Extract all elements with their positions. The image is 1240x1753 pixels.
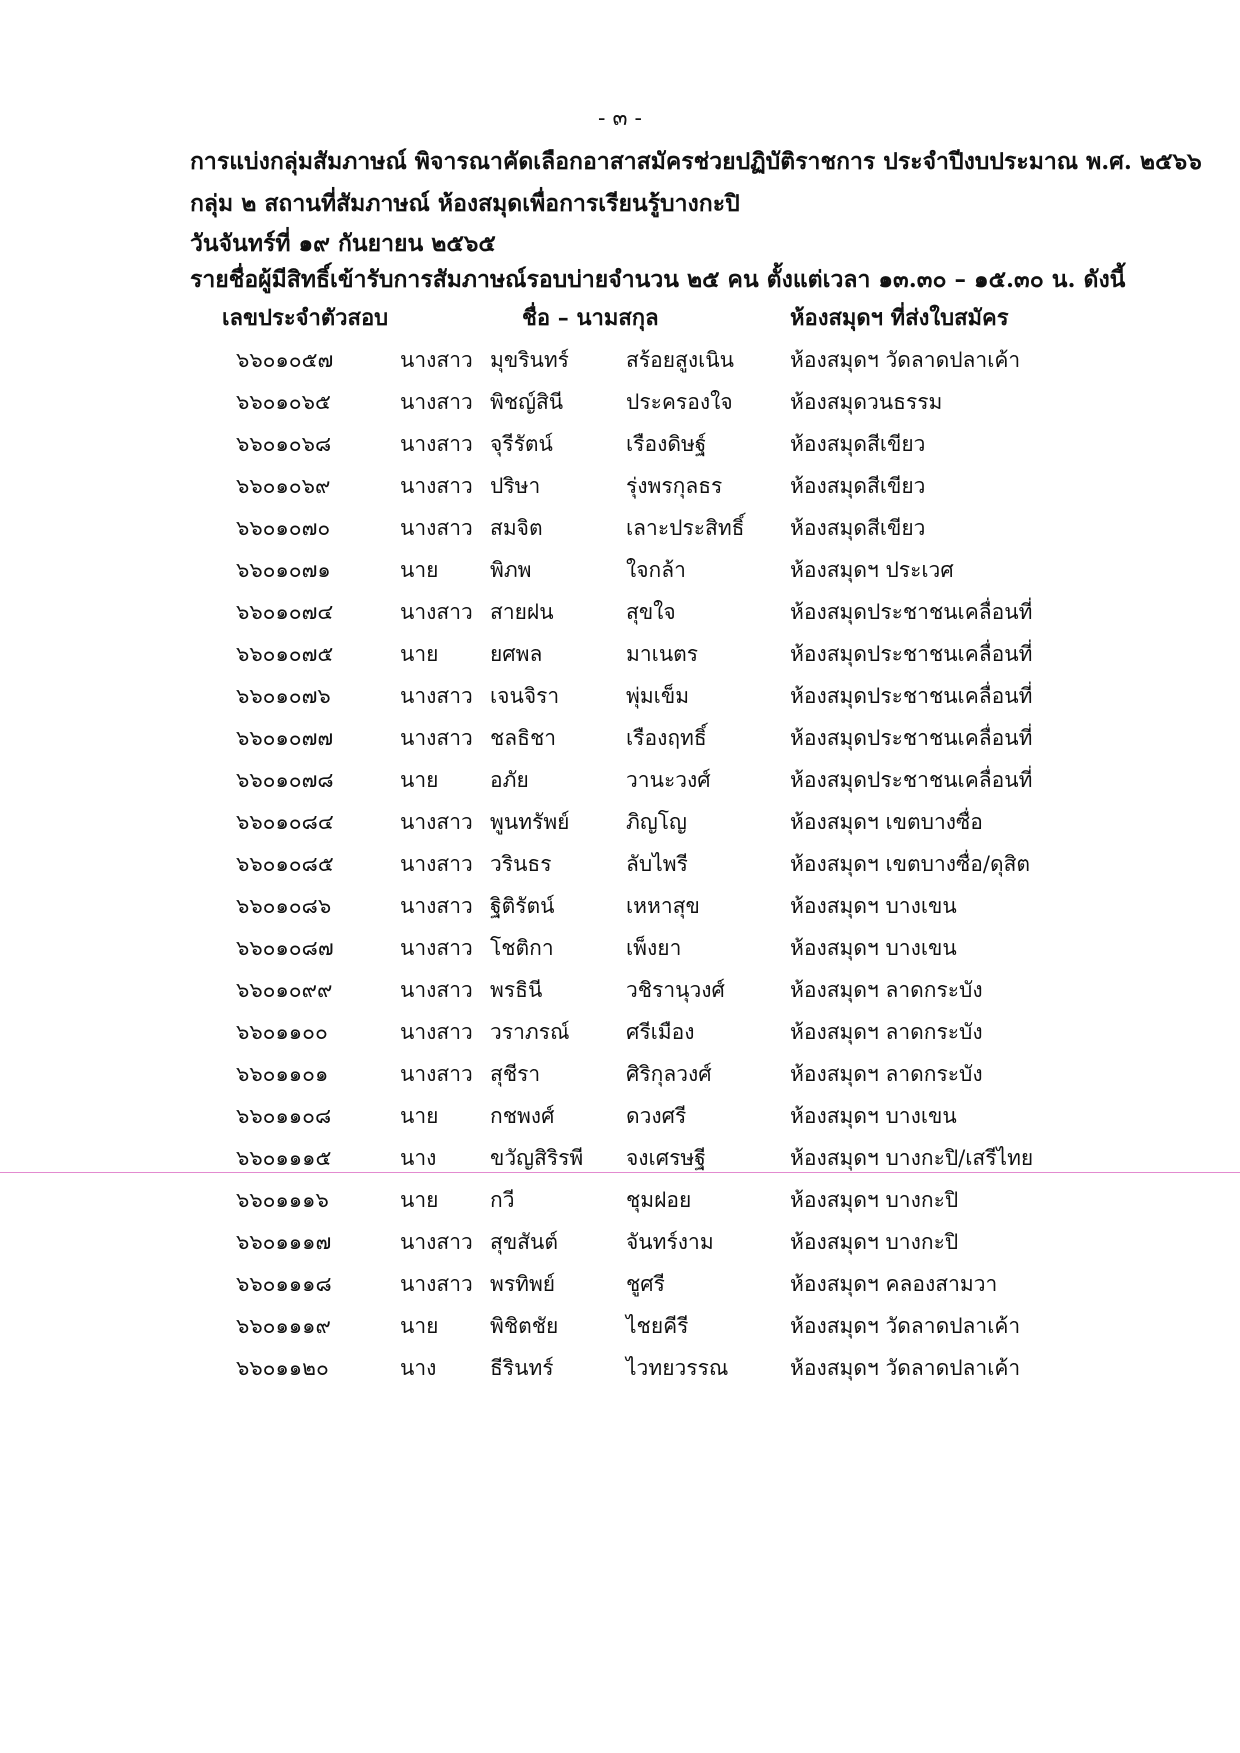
library-name: ห้องสมุดฯ บางกะปิ	[790, 1188, 959, 1212]
first-name: สุขสันต์	[490, 1230, 558, 1254]
last-name: เหหาสุข	[626, 894, 700, 918]
group-location: กลุ่ม ๒ สถานที่สัมภาษณ์ ห้องสมุดเพื่อการเรียนรู้บางกะปิ	[190, 190, 740, 217]
exam-id: ๖๖๐๑๐๗๐	[236, 516, 331, 540]
last-name: ประครองใจ	[626, 390, 733, 414]
list-item	[0, 1142, 1240, 1184]
name-title: นางสาว	[400, 516, 473, 540]
list-item	[0, 512, 1240, 554]
candidate-list	[0, 344, 1240, 1394]
first-name: สายฝน	[490, 600, 554, 624]
first-name: พรธินี	[490, 978, 543, 1002]
name-title: นางสาว	[400, 978, 473, 1002]
library-name: ห้องสมุดฯ บางเขน	[790, 936, 957, 960]
last-name: วานะวงศ์	[626, 768, 711, 792]
exam-id: ๖๖๐๑๑๑๕	[236, 1146, 332, 1170]
exam-id: ๖๖๐๑๐๘๕	[236, 852, 334, 876]
library-name: ห้องสมุดประชาชนเคลื่อนที่	[790, 600, 1033, 624]
name-title: นาย	[400, 558, 439, 582]
first-name: เจนจิรา	[490, 684, 560, 708]
exam-id: ๖๖๐๑๐๗๕	[236, 642, 334, 666]
last-name: ดวงศรี	[626, 1104, 687, 1128]
list-item	[0, 470, 1240, 512]
last-name: ภิญโญ	[626, 810, 687, 834]
name-title: นางสาว	[400, 1062, 473, 1086]
name-title: นางสาว	[400, 936, 473, 960]
name-title: นาย	[400, 1314, 439, 1338]
first-name: มุขรินทร์	[490, 348, 569, 372]
last-name: เรืองฤทธิ์	[626, 726, 707, 750]
first-name: กชพงศ์	[490, 1104, 555, 1128]
first-name: ยศพล	[490, 642, 543, 666]
first-name: สุชีรา	[490, 1062, 541, 1086]
list-item	[0, 680, 1240, 722]
library-name: ห้องสมุดประชาชนเคลื่อนที่	[790, 642, 1033, 666]
last-name: ลับไพรี	[626, 852, 688, 876]
library-name: ห้องสมุดฯ วัดลาดปลาเค้า	[790, 1356, 1021, 1380]
exam-id: ๖๖๐๑๐๗๗	[236, 726, 334, 750]
scan-line-artifact	[0, 1172, 1240, 1173]
library-name: ห้องสมุดฯ วัดลาดปลาเค้า	[790, 348, 1021, 372]
document-title: การแบ่งกลุ่มสัมภาษณ์ พิจารณาคัดเลือกอาสาสมัครช่วยปฏิบัติราชการ ประจำปีงบประมาณ พ.ศ. ๒๕๖๖	[190, 148, 1202, 175]
last-name: ไชยคีรี	[626, 1314, 689, 1338]
exam-id: ๖๖๐๑๐๕๗	[236, 348, 334, 372]
name-title: นางสาว	[400, 600, 473, 624]
list-item	[0, 1268, 1240, 1310]
first-name: ชลธิชา	[490, 726, 556, 750]
name-title: นางสาว	[400, 474, 473, 498]
exam-id: ๖๖๐๑๐๖๘	[236, 432, 332, 456]
name-title: นางสาว	[400, 684, 473, 708]
library-name: ห้องสมุดฯ บางเขน	[790, 1104, 957, 1128]
list-item	[0, 806, 1240, 848]
list-item	[0, 1058, 1240, 1100]
library-name: ห้องสมุดฯ ลาดกระบัง	[790, 1062, 983, 1086]
library-name: ห้องสมุดฯ เขตบางซื่อ/ดุสิต	[790, 852, 1031, 876]
exam-id: ๖๖๐๑๑๐๑	[236, 1062, 329, 1086]
exam-id: ๖๖๐๑๐๙๙	[236, 978, 333, 1002]
first-name: พิชิตชัย	[490, 1314, 559, 1338]
list-item	[0, 638, 1240, 680]
first-name: พิภพ	[490, 558, 532, 582]
library-name: ห้องสมุดประชาชนเคลื่อนที่	[790, 726, 1033, 750]
session-description: รายชื่อผู้มีสิทธิ์เข้ารับการสัมภาษณ์รอบบ่ายจำนวน ๒๕ คน ตั้งแต่เวลา ๑๓.๓๐ – ๑๕.๓๐ น. ดังนี้	[190, 266, 1126, 293]
name-title: นาย	[400, 642, 439, 666]
first-name: พูนทรัพย์	[490, 810, 570, 834]
interview-date: วันจันทร์ที่ ๑๙ กันยายน ๒๕๖๕	[190, 230, 496, 257]
list-item	[0, 848, 1240, 890]
list-item	[0, 596, 1240, 638]
page-number: - ๓ -	[598, 106, 642, 131]
last-name: เลาะประสิทธิ์	[626, 516, 745, 540]
exam-id: ๖๖๐๑๑๑๗	[236, 1230, 332, 1254]
last-name: สุขใจ	[626, 600, 676, 624]
library-name: ห้องสมุดสีเขียว	[790, 516, 926, 540]
library-name: ห้องสมุดวนธรรม	[790, 390, 943, 414]
first-name: จุรีรัตน์	[490, 432, 553, 456]
exam-id: ๖๖๐๑๑๑๙	[236, 1314, 331, 1338]
first-name: พิชญ์สินี	[490, 390, 564, 414]
name-title: นางสาว	[400, 810, 473, 834]
library-name: ห้องสมุดฯ วัดลาดปลาเค้า	[790, 1314, 1021, 1338]
library-name: ห้องสมุดฯ คลองสามวา	[790, 1272, 998, 1296]
column-header-name: ชื่อ – นามสกุล	[522, 305, 659, 331]
name-title: นางสาว	[400, 1272, 473, 1296]
exam-id: ๖๖๐๑๐๗๑	[236, 558, 331, 582]
library-name: ห้องสมุดฯ บางกะปิ	[790, 1230, 959, 1254]
last-name: เรืองดิษฐ์	[626, 432, 707, 456]
last-name: จงเศรษฐี	[626, 1146, 706, 1170]
name-title: นาย	[400, 1188, 439, 1212]
exam-id: ๖๖๐๑๑๑๘	[236, 1272, 332, 1296]
last-name: สร้อยสูงเนิน	[626, 348, 734, 372]
list-item	[0, 764, 1240, 806]
last-name: เพ็งยา	[626, 936, 682, 960]
first-name: ฐิติรัตน์	[490, 894, 555, 918]
library-name: ห้องสมุดฯ ลาดกระบัง	[790, 1020, 983, 1044]
library-name: ห้องสมุดฯ เขตบางซื่อ	[790, 810, 983, 834]
list-item	[0, 1100, 1240, 1142]
library-name: ห้องสมุดสีเขียว	[790, 432, 926, 456]
exam-id: ๖๖๐๑๑๒๐	[236, 1356, 329, 1380]
name-title: นาย	[400, 768, 439, 792]
library-name: ห้องสมุดฯ ลาดกระบัง	[790, 978, 983, 1002]
name-title: นางสาว	[400, 432, 473, 456]
library-name: ห้องสมุดฯ บางเขน	[790, 894, 957, 918]
first-name: วราภรณ์	[490, 1020, 570, 1044]
first-name: อภัย	[490, 768, 529, 792]
last-name: ชูศรี	[626, 1272, 665, 1296]
first-name: ปริษา	[490, 474, 541, 498]
first-name: ธีรินทร์	[490, 1356, 554, 1380]
exam-id: ๖๖๐๑๐๖๕	[236, 390, 331, 414]
last-name: ใจกล้า	[626, 558, 686, 582]
name-title: นางสาว	[400, 894, 473, 918]
library-name: ห้องสมุดสีเขียว	[790, 474, 926, 498]
last-name: ศิริกุลวงศ์	[626, 1062, 712, 1086]
last-name: พุ่มเข็ม	[626, 684, 690, 708]
list-item	[0, 1310, 1240, 1352]
library-name: ห้องสมุดประชาชนเคลื่อนที่	[790, 684, 1033, 708]
list-item	[0, 890, 1240, 932]
library-name: ห้องสมุดประชาชนเคลื่อนที่	[790, 768, 1033, 792]
first-name: วรินธร	[490, 852, 552, 876]
name-title: นาย	[400, 1104, 439, 1128]
name-title: นาง	[400, 1146, 437, 1170]
list-item	[0, 1226, 1240, 1268]
list-item	[0, 428, 1240, 470]
exam-id: ๖๖๐๑๐๘๖	[236, 894, 332, 918]
name-title: นางสาว	[400, 852, 473, 876]
exam-id: ๖๖๐๑๐๘๔	[236, 810, 334, 834]
first-name: ขวัญสิริรพี	[490, 1146, 584, 1170]
name-title: นางสาว	[400, 390, 473, 414]
last-name: ศรีเมือง	[626, 1020, 695, 1044]
exam-id: ๖๖๐๑๑๑๖	[236, 1188, 329, 1212]
last-name: ไวทยวรรณ	[626, 1356, 729, 1380]
exam-id: ๖๖๐๑๐๗๖	[236, 684, 331, 708]
name-title: นางสาว	[400, 348, 473, 372]
name-title: นางสาว	[400, 1020, 473, 1044]
column-header-id: เลขประจำตัวสอบ	[222, 305, 389, 331]
list-item	[0, 1184, 1240, 1226]
list-item	[0, 386, 1240, 428]
library-name: ห้องสมุดฯ ประเวศ	[790, 558, 954, 582]
list-item	[0, 932, 1240, 974]
exam-id: ๖๖๐๑๐๖๙	[236, 474, 331, 498]
first-name: สมจิต	[490, 516, 543, 540]
last-name: จันทร์งาม	[626, 1230, 714, 1254]
last-name: ชุมฝอย	[626, 1188, 692, 1212]
list-item	[0, 974, 1240, 1016]
column-header-library: ห้องสมุดฯ ที่ส่งใบสมัคร	[790, 305, 1009, 331]
exam-id: ๖๖๐๑๐๘๗	[236, 936, 334, 960]
exam-id: ๖๖๐๑๑๐๘	[236, 1104, 332, 1128]
exam-id: ๖๖๐๑๐๗๔	[236, 600, 334, 624]
first-name: พรทิพย์	[490, 1272, 556, 1296]
last-name: วชิรานุวงศ์	[626, 978, 725, 1002]
list-item	[0, 1352, 1240, 1394]
name-title: นางสาว	[400, 1230, 473, 1254]
list-item	[0, 554, 1240, 596]
exam-id: ๖๖๐๑๑๐๐	[236, 1020, 328, 1044]
last-name: มาเนตร	[626, 642, 699, 666]
first-name: โชติกา	[490, 936, 554, 960]
exam-id: ๖๖๐๑๐๗๘	[236, 768, 334, 792]
library-name: ห้องสมุดฯ บางกะปิ/เสรีไทย	[790, 1146, 1034, 1170]
last-name: รุ่งพรกุลธร	[626, 474, 723, 498]
name-title: นางสาว	[400, 726, 473, 750]
list-item	[0, 722, 1240, 764]
list-item	[0, 1016, 1240, 1058]
list-item	[0, 344, 1240, 386]
first-name: กวี	[490, 1188, 515, 1212]
name-title: นาง	[400, 1356, 437, 1380]
